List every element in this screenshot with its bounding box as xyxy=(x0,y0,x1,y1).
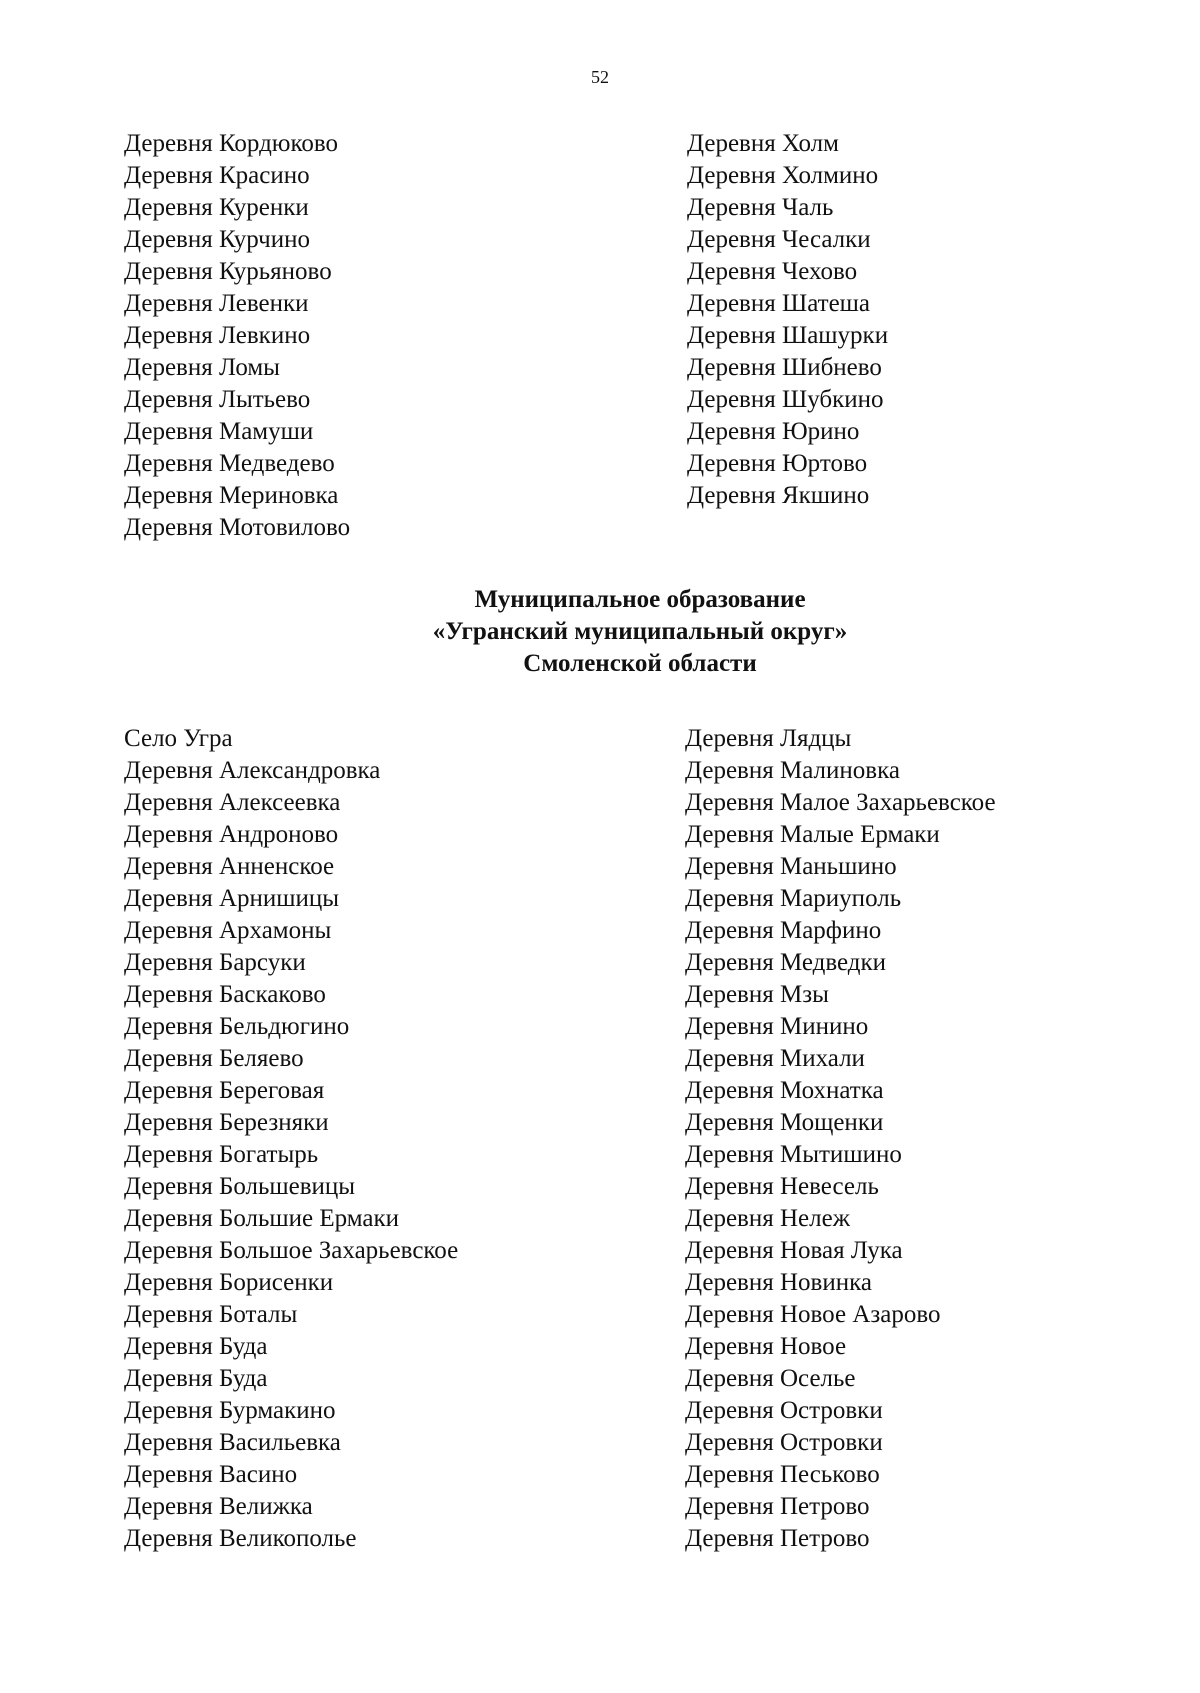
settlement-item: Деревня Арнишицы xyxy=(124,885,340,912)
settlement-item: Деревня Чесалки xyxy=(687,226,871,253)
page-number: 52 xyxy=(591,67,609,87)
settlement-item: Деревня Медведки xyxy=(685,949,887,976)
settlement-item: Деревня Песьково xyxy=(685,1461,880,1488)
settlement-item: Деревня Медведево xyxy=(124,450,335,477)
settlement-item: Деревня Островки xyxy=(685,1397,883,1424)
settlement-item: Деревня Малые Ермаки xyxy=(685,821,940,848)
settlement-item: Деревня Холм xyxy=(687,130,839,157)
settlement-item: Деревня Левкино xyxy=(124,322,311,349)
settlement-item: Деревня Васино xyxy=(124,1461,298,1488)
settlement-item: Деревня Березняки xyxy=(124,1109,329,1136)
settlement-item: Деревня Мамуши xyxy=(124,418,314,445)
settlement-item: Деревня Бельдюгино xyxy=(124,1013,350,1040)
settlement-item: Деревня Большое Захарьевское xyxy=(124,1237,459,1264)
settlement-item: Деревня Буда xyxy=(124,1365,268,1392)
settlement-item: Деревня Архамоны xyxy=(124,917,332,944)
settlement-item: Деревня Юрино xyxy=(687,418,860,445)
settlement-item: Деревня Бурмакино xyxy=(124,1397,336,1424)
settlement-item: Деревня Шибнево xyxy=(687,354,882,381)
settlement-item: Деревня Береговая xyxy=(124,1077,325,1104)
settlement-item: Деревня Анненское xyxy=(124,853,335,880)
settlement-item: Деревня Левенки xyxy=(124,290,309,317)
settlement-item: Деревня Юртово xyxy=(687,450,868,477)
settlement-item: Деревня Большие Ермаки xyxy=(124,1205,400,1232)
settlement-item: Деревня Холмино xyxy=(687,162,879,189)
heading-line: Смоленской области xyxy=(523,650,757,677)
settlement-item: Деревня Андроново xyxy=(124,821,339,848)
settlement-item: Деревня Шашурки xyxy=(687,322,889,349)
settlement-item: Деревня Буда xyxy=(124,1333,268,1360)
settlement-item: Деревня Якшино xyxy=(687,482,870,509)
settlement-item: Деревня Большевицы xyxy=(124,1173,356,1200)
settlement-item: Деревня Новое xyxy=(685,1333,847,1360)
settlement-list-left xyxy=(124,128,350,544)
settlement-item: Деревня Невесель xyxy=(685,1173,879,1200)
settlement-item: Деревня Александровка xyxy=(124,757,381,784)
settlement-item: Деревня Великополье xyxy=(124,1525,357,1552)
settlement-item: Деревня Мытишино xyxy=(685,1141,902,1168)
settlement-item: Деревня Ломы xyxy=(124,354,280,381)
settlement-item: Деревня Малиновка xyxy=(685,757,900,784)
settlement-item: Деревня Курчино xyxy=(124,226,310,253)
settlement-item: Деревня Борисенки xyxy=(124,1269,334,1296)
settlement-item: Деревня Минино xyxy=(685,1013,869,1040)
settlement-item: Деревня Алексеевка xyxy=(124,789,341,816)
settlement-item: Деревня Мзы xyxy=(685,981,829,1008)
heading-line: «Угранский муниципальный округ» xyxy=(432,618,848,645)
settlement-item: Деревня Лытьево xyxy=(124,386,311,413)
settlement-item: Деревня Баскаково xyxy=(124,981,326,1008)
settlement-item: Деревня Чаль xyxy=(687,194,834,221)
settlement-item: Деревня Богатырь xyxy=(124,1141,319,1168)
settlement-item: Деревня Петрово xyxy=(685,1493,870,1520)
heading-line: Муниципальное образование xyxy=(474,586,806,613)
settlement-item: Деревня Боталы xyxy=(124,1301,298,1328)
settlement-item: Село Угра xyxy=(124,725,233,752)
settlement-item: Деревня Оселье xyxy=(685,1365,856,1392)
settlement-item: Деревня Кордюково xyxy=(124,130,338,157)
settlement-item: Деревня Шатеша xyxy=(687,290,871,317)
settlement-item: Деревня Марфино xyxy=(685,917,882,944)
settlement-list-right xyxy=(687,128,888,512)
settlement-item: Деревня Мариуполь xyxy=(685,885,902,912)
settlement-item: Деревня Барсуки xyxy=(124,949,306,976)
settlement-item: Деревня Курьяново xyxy=(124,258,332,285)
settlement-item: Деревня Малое Захарьевское xyxy=(685,789,996,816)
settlement-item: Деревня Мотовилово xyxy=(124,514,351,541)
settlement-item: Деревня Мощенки xyxy=(685,1109,884,1136)
settlement-item: Деревня Васильевка xyxy=(124,1429,341,1456)
settlement-item: Деревня Новое Азарово xyxy=(685,1301,941,1328)
settlement-item: Деревня Новинка xyxy=(685,1269,872,1296)
settlement-item: Деревня Новая Лука xyxy=(685,1237,903,1264)
settlement-item: Деревня Мохнатка xyxy=(685,1077,884,1104)
settlement-item: Деревня Нележ xyxy=(685,1205,850,1232)
settlement-item: Деревня Мериновка xyxy=(124,482,339,509)
settlement-item: Деревня Куренки xyxy=(124,194,309,221)
settlement-item: Деревня Велижка xyxy=(124,1493,313,1520)
settlement-item: Деревня Петрово xyxy=(685,1525,870,1552)
settlement-item: Деревня Красино xyxy=(124,162,310,189)
settlement-list-right xyxy=(685,723,996,1555)
municipality-heading xyxy=(0,584,1200,680)
settlement-item: Деревня Чехово xyxy=(687,258,858,285)
settlement-list-left xyxy=(124,723,458,1555)
settlement-item: Деревня Островки xyxy=(685,1429,883,1456)
settlement-item: Деревня Лядцы xyxy=(685,725,852,752)
settlement-item: Деревня Беляево xyxy=(124,1045,304,1072)
settlement-item: Деревня Шубкино xyxy=(687,386,884,413)
settlement-item: Деревня Михали xyxy=(685,1045,865,1072)
settlement-item: Деревня Маньшино xyxy=(685,853,897,880)
